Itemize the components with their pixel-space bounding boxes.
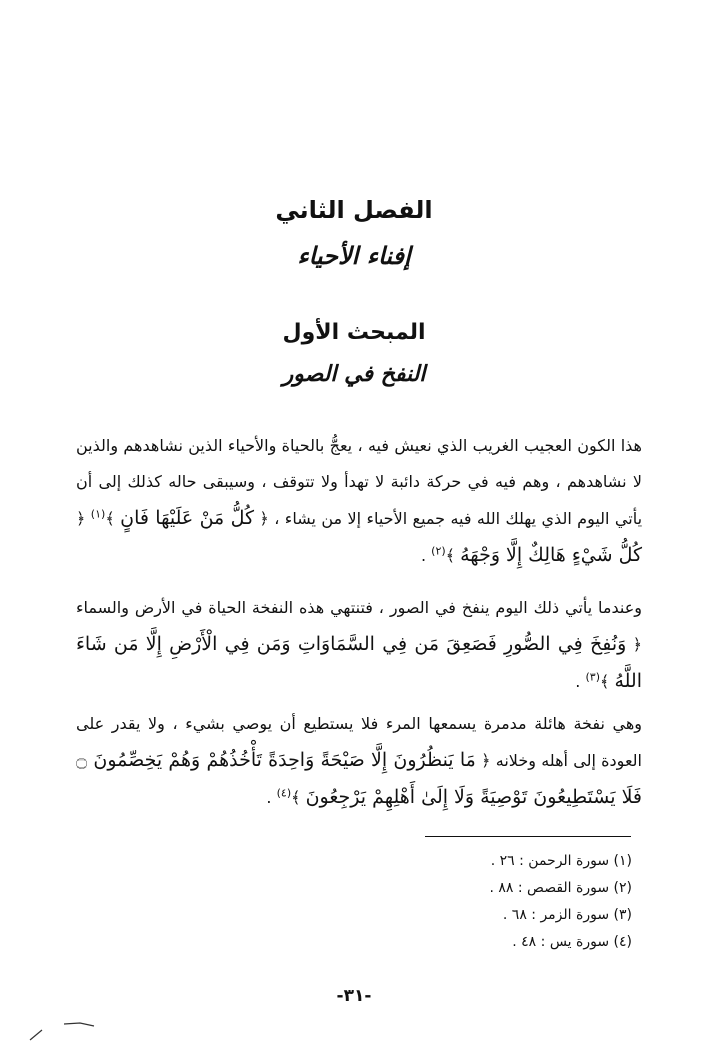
quran-verse-2: كُلُّ شَيْءٍ هَالِكٌ إِلَّا وَجْهَهُ: [460, 544, 642, 566]
quran-verse-3: وَنُفِخَ فِي الصُّورِ فَصَعِقَ مَن فِي السَّمَاوَاتِ وَمَن فِي الْأَرْضِ إِلَّا مَن شَاءَ اللَّهُ: [76, 633, 642, 692]
quran-open-bracket: ﴿: [76, 509, 86, 528]
section-subtitle: النفخ في الصور: [282, 362, 426, 387]
quran-close-bracket: ﴾: [599, 672, 610, 691]
quran-open-bracket: ﴿: [632, 635, 642, 654]
paragraph-1-text: هذا الكون العجيب الغريب الذي نعيش فيه ، يعجُّ بالحياة والأحياء الذين نشاهدهم والذين لا نشاهدهم ، وهم فيه في حركة دائبة لا تهدأ ولا تتوقف ، وسيبقى حاله كذلك إلى أن يأتي اليوم الذي يهلك الله فيه جميع الأحياء إلا من يشاء ،: [76, 436, 643, 528]
footnote-ref-1: (١): [90, 507, 106, 521]
quran-open-bracket: ﴿: [481, 751, 491, 770]
section-title: المبحث الأول: [282, 320, 426, 345]
sentence-end: .: [575, 672, 581, 691]
quran-close-bracket: ﴾: [105, 509, 115, 528]
paragraph-3: [76, 706, 642, 816]
paragraph-2: [76, 590, 642, 700]
paragraph-3-text: وهي نفخة هائلة مدمرة يسمعها المرء فلا يستطيع أن يوصي بشيء ، ولا يقدر على العودة إلى أهله وخلانه: [76, 714, 642, 770]
footnote-ref-2: (٢): [431, 544, 446, 558]
quran-close-bracket: ﴾: [445, 546, 456, 565]
footnote-separator: [425, 836, 631, 837]
footnote-ref-3: (٣): [585, 670, 600, 684]
quran-verse-4: مَا يَنظُرُونَ إِلَّا صَيْحَةً وَاحِدَةً تَأْخُذُهُمْ وَهُمْ يَخِصِّمُونَ ۝ فَلَا يَسْتَطِيعُونَ تَوْصِيَةً وَلَا إِلَىٰ أَهْلِهِمْ يَرْجِعُونَ: [76, 749, 642, 808]
footnote-ref-4: (٤): [276, 786, 292, 800]
chapter-subtitle: إفناء الأحياء: [297, 242, 411, 270]
quran-close-bracket: ﴾: [291, 788, 301, 807]
footnotes: [489, 848, 632, 956]
quran-verse-1: كُلُّ مَنْ عَلَيْهَا فَانٍ: [120, 507, 254, 529]
footnote-3: (٣) سورة الزمر : ٦٨ .: [502, 907, 632, 923]
chapter-title: الفصل الثاني: [275, 196, 433, 224]
sentence-end: .: [266, 788, 272, 807]
paragraph-1: [76, 428, 642, 574]
quran-open-bracket: ﴿: [259, 509, 269, 528]
footnote-2: (٢) سورة القصص : ٨٨ .: [489, 880, 632, 896]
scan-artifact-mark: [28, 1020, 98, 1042]
sentence-end: .: [420, 546, 427, 565]
paragraph-2-text: وعندما يأتي ذلك اليوم ينفخ في الصور ، فتنتهي هذه النفخة الحياة في الأرض والسماء: [76, 598, 642, 617]
page-number: -٣١-: [336, 986, 372, 1006]
footnote-4: (٤) سورة يس : ٤٨ .: [512, 934, 632, 950]
footnote-1: (١) سورة الرحمن : ٢٦ .: [490, 853, 632, 869]
